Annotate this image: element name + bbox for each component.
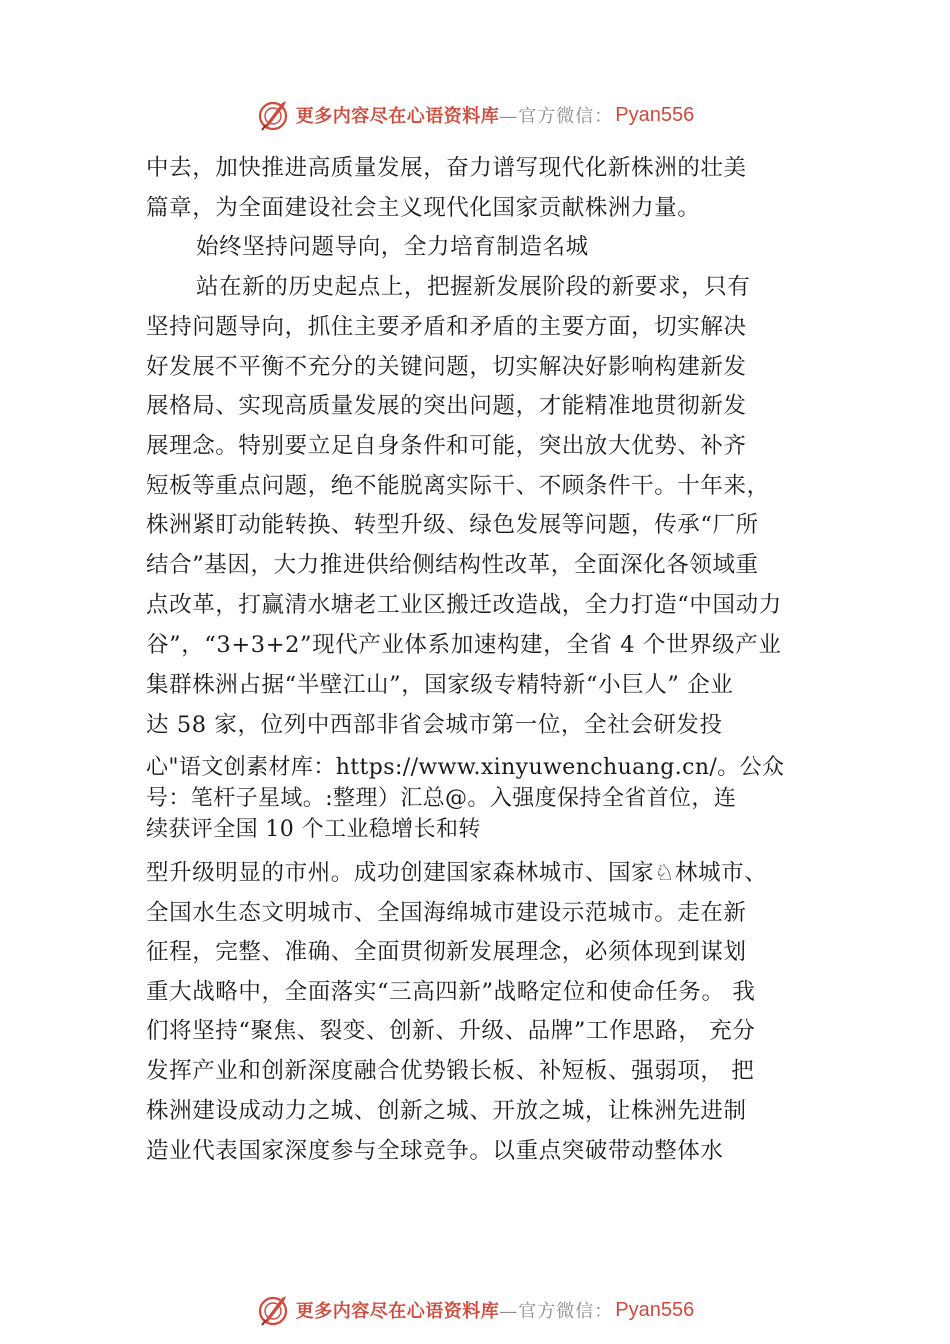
text-line: 展理念。特别要立足自身条件和可能，突出放大优势、补齐 [146,433,747,459]
text-line: 站在新的历史起点上，把握新发展阶段的新要求，只有 [196,274,751,300]
text-line: 征程，完整、准确、全面贯彻新发展理念，必须体现到谋划 [146,939,747,965]
text-line: 全国水生态文明城市、全国海绵城市建设示范城市。走在新 [146,900,747,926]
text-line: 篇章，为全面建设社会主义现代化国家贡献株洲力量。 [146,195,701,221]
text-line: 坚持问题导向，抓住主要矛盾和矛盾的主要方面，切实解决 [146,314,747,340]
text-line: 续获评全国 10 个工业稳增长和转 [146,817,481,842]
banner-wechat-id: Pyan556 [615,1298,695,1321]
text-line: 发挥产业和创新深度融合优势锻长板、补短板、强弱项， 把 [146,1058,755,1084]
section-heading: 始终坚持问题导向，全力培育制造名城 [196,234,589,260]
banner-title: 更多内容尽在心语资料库 [295,106,500,127]
banner-title: 更多内容尽在心语资料库 [295,1301,500,1322]
banner-subtitle: —官方微信： [499,106,614,127]
text-line: 好发展不平衡不充分的关键问题，切实解决好影响构建新发 [146,354,747,380]
quill-logo-icon [256,1292,292,1328]
banner-wechat-id: Pyan556 [615,103,695,126]
text-line: 株洲紧盯动能转换、转型升级、绿色发展等问题，传承“厂所 [146,512,759,538]
text-line: 点改革，打赢清水塘老工业区搬迁改造战，全力打造“中国动力 [146,592,782,618]
text-line: 中去，加快推进高质量发展，奋力谱写现代化新株洲的壮美 [146,155,747,181]
text-line: 型升级明显的市州。成功创建国家森林城市、国家♘林城市、 [146,860,768,886]
text-line: 展格局、实现高质量发展的突出问题，才能精准地贯彻新发 [146,393,747,419]
text-line: 号：笔杆子星域。:整理）汇总@。入强度保持全省首位，连 [146,786,737,811]
text-line: 达 58 家，位列中西部非省会城市第一位，全社会研发投 [146,712,723,738]
text-line: 重大战略中，全面落实“三高四新”战略定位和使命任务。 我 [146,979,756,1005]
text-line: 集群株洲占据“半壁江山”，国家级专精特新“小巨人” 企业 [146,672,734,698]
text-line: 结合”基因，大力推进供给侧结构性改革，全面深化各领域重 [146,552,759,578]
quill-logo-icon [256,97,292,133]
header-banner [0,95,950,135]
text-line: 短板等重点问题，绝不能脱离实际干、不顾条件干。十年来， [146,473,770,499]
text-line: 谷”，“3+3+2”现代产业体系加速构建，全省 4 个世界级产业 [146,632,782,658]
banner-subtitle: —官方微信： [499,1301,614,1322]
text-line: 们将坚持“聚焦、裂变、创新、升级、品牌”工作思路， 充分 [146,1018,756,1044]
text-line: 株洲建设成动力之城、创新之城、开放之城，让株洲先进制 [146,1098,747,1124]
footer-banner [0,1290,950,1330]
text-line: 造业代表国家深度参与全球竞争。以重点突破带动整体水 [146,1138,724,1164]
text-line: 心"语文创素材库：https://www.xinyuwenchuang.cn/。公众 [146,755,785,780]
